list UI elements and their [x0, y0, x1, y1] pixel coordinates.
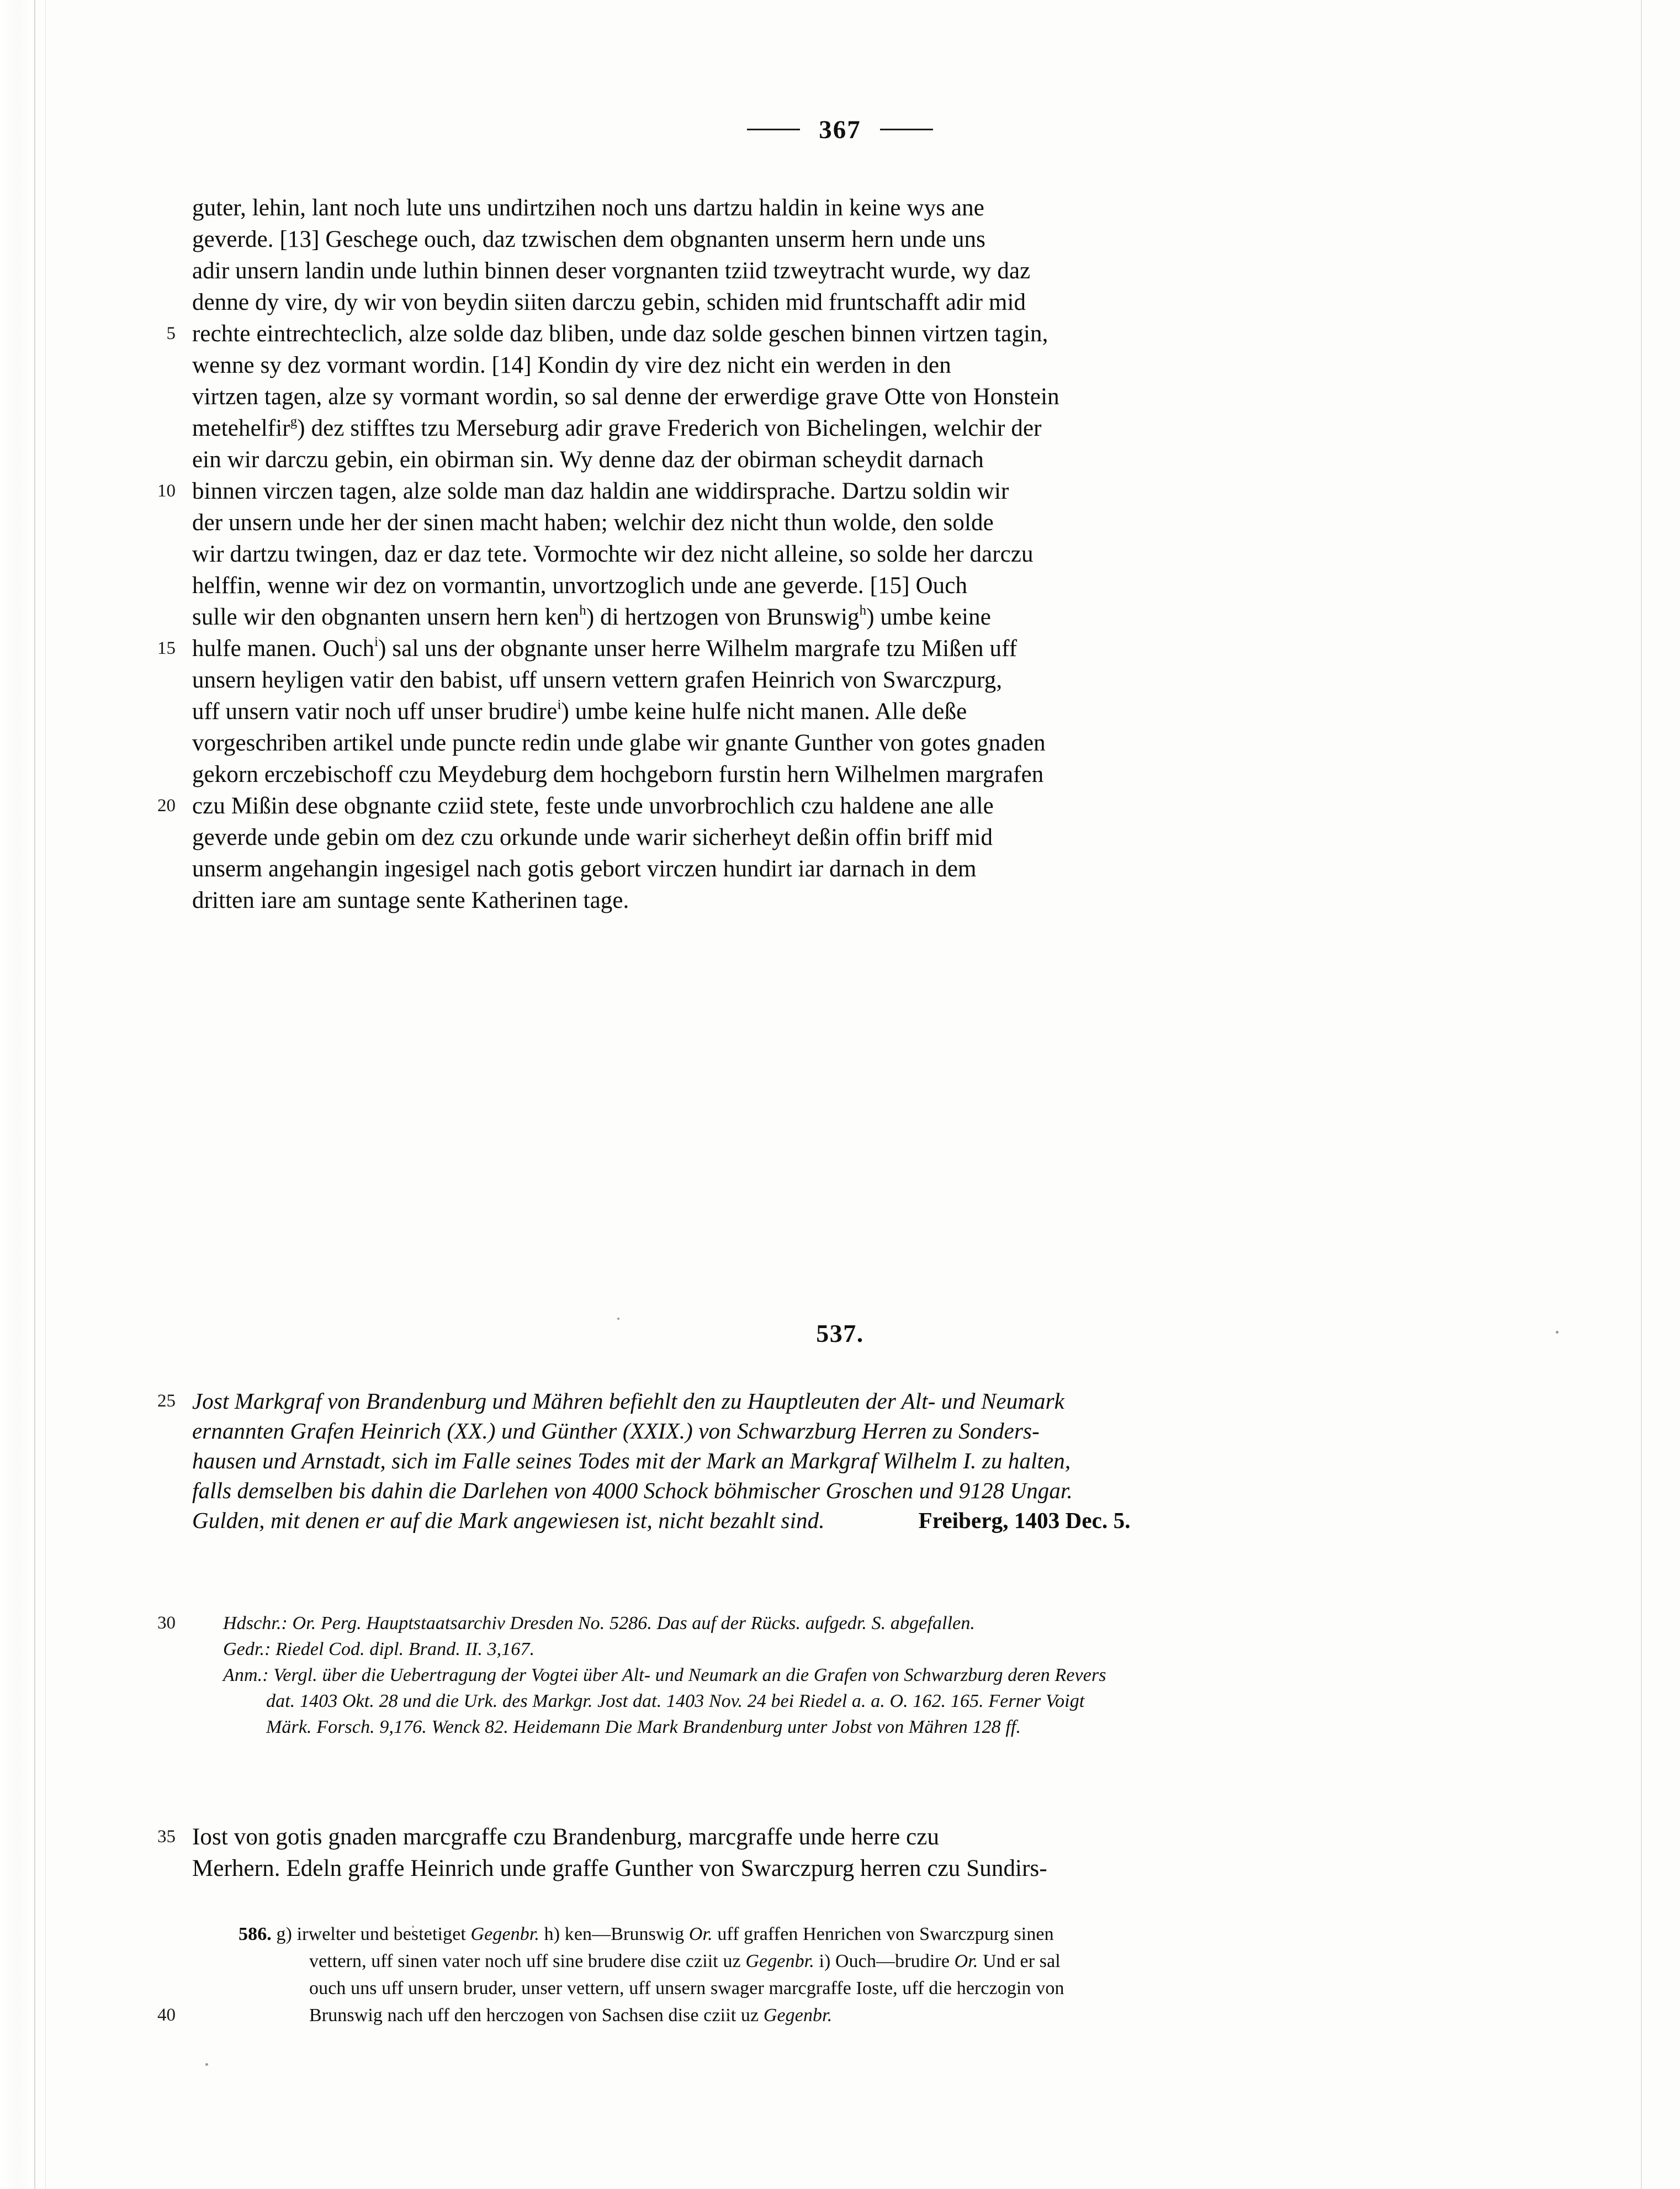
footnote-line	[0, 2002, 1680, 2029]
document-536-line-text: metehelfir$^g$) dez stifftes tzu Merseburg adir grave Frederich von Bichelingen, welchir der	[192, 414, 1042, 441]
document-536-line	[0, 475, 1680, 507]
document-536-line	[0, 507, 1680, 538]
document-537-body	[0, 1821, 1680, 1884]
document-537-apparatus	[0, 1610, 1680, 1740]
document-536-line	[0, 570, 1680, 601]
document-537-line	[0, 1853, 1680, 1884]
document-537-regest	[0, 1386, 1680, 1535]
running-head-rule-right	[880, 129, 933, 130]
document-536-line-text: ein wir darczu gebin, ein obirman sin. Wy denne daz der obirman scheydit darnach	[192, 447, 984, 473]
scan-speck	[205, 2063, 208, 2066]
footnote-line	[0, 1948, 1680, 1975]
footnote-line-text: ouch uns uff unsern bruder, unser vettern, uff unsern swager marcgraffe Ioste, uff die herczogin von	[309, 1978, 1064, 1998]
footnote-line-text: 586. g) irwelter und bestetiget Gegenbr. h) ken—Brunswig Or. uff graffen Henrichen von Swarczpurg sinen	[239, 1924, 1054, 1944]
document-536-line	[0, 790, 1680, 822]
apparatus-line	[0, 1610, 1680, 1636]
footnote-line-text: vettern, uff sinen vater noch uff sine brudere dise cziit uz Gegenbr. i) Ouch—brudire Or. Und er sal	[309, 1951, 1061, 1971]
page-number: 367	[819, 115, 861, 144]
running-head-rule-left	[747, 129, 800, 130]
document-536-line	[0, 664, 1680, 696]
line-number: 20	[157, 796, 176, 816]
line-number: 5	[166, 324, 176, 343]
document-536-line	[0, 633, 1680, 664]
document-536-line	[0, 759, 1680, 790]
document-536-line-text: vorgeschriben artikel unde puncte redin unde glabe wir gnante Gunther von gotes gnaden	[192, 730, 1046, 756]
apparatus-line	[0, 1714, 1680, 1740]
document-537-line	[0, 1821, 1680, 1853]
document-536-line-text: unsern heyligen vatir den babist, uff unsern vettern grafen Heinrich von Swarczpurg,	[192, 667, 1003, 693]
document-536-line	[0, 822, 1680, 853]
document-536-line	[0, 350, 1680, 381]
regest-line	[0, 1505, 1680, 1535]
line-number: 10	[157, 481, 176, 501]
document-536-line	[0, 224, 1680, 255]
document-536-line-text: dritten iare am suntage sente Katherinen tage.	[192, 887, 629, 913]
document-536-line-text: rechte eintrechteclich, alze solde daz bliben, unde daz solde geschen binnen virtzen tagin,	[192, 321, 1048, 347]
document-536-line	[0, 601, 1680, 633]
apparatus-line-text: Hdschr.: Or. Perg. Hauptstaatsarchiv Dresden No. 5286. Das auf der Rücks. aufgedr. S. abgefallen.	[223, 1613, 976, 1633]
document-536-line	[0, 192, 1680, 224]
apparatus-line-text: Gedr.: Riedel Cod. dipl. Brand. II. 3,167.	[223, 1639, 535, 1659]
document-536-line-text: virtzen tagen, alze sy vormant wordin, so sal denne der erwerdige grave Otte von Honstein	[192, 384, 1059, 410]
document-536-line-text: sulle wir den obgnanten unsern hern ken$^h$) di hertzogen von Brunswig$^h$) umbe keine	[192, 603, 991, 630]
document-536-line-text: gekorn erczebischoff czu Meydeburg dem hochgeborn furstin hern Wilhelmen margrafen	[192, 762, 1044, 787]
document-536-line	[0, 853, 1680, 885]
document-536-line	[0, 287, 1680, 318]
regest-line-text: Gulden, mit denen er auf die Mark angewiesen ist, nicht bezahlt sind. Freiberg, 1403 Dec. 5.	[192, 1508, 1131, 1533]
document-536-line	[0, 696, 1680, 727]
document-536-line	[0, 381, 1680, 413]
document-536-line	[0, 727, 1680, 759]
document-536-line	[0, 444, 1680, 475]
footnote-line	[0, 1975, 1680, 2002]
footnote-line-text: Brunswig nach uff den herczogen von Sachsen dise cziit uz Gegenbr.	[309, 2005, 833, 2026]
document-537-line-text: Iost von gotis gnaden marcgraffe czu Brandenburg, marcgraffe unde herre czu	[192, 1824, 940, 1850]
document-536-line-text: guter, lehin, lant noch lute uns undirtzihen noch uns dartzu haldin in keine wys ane	[192, 195, 984, 221]
document-536-line-text: uff unsern vatir noch uff unser brudire$^i$) umbe keine hulfe nicht manen. Alle deße	[192, 697, 967, 725]
document-536-body	[0, 192, 1680, 916]
regest-line	[0, 1476, 1680, 1505]
footnote-block	[0, 1921, 1680, 2029]
apparatus-line	[0, 1636, 1680, 1662]
document-536-line	[0, 255, 1680, 287]
line-number: 40	[157, 2005, 176, 2025]
line-number: 30	[157, 1613, 176, 1633]
document-536-line	[0, 318, 1680, 350]
document-536-line	[0, 885, 1680, 916]
regest-line	[0, 1416, 1680, 1446]
document-536-line-text: denne dy vire, dy wir von beydin siiten darczu gebin, schiden mid fruntschafft adir mid	[192, 289, 1026, 315]
regest-line-text: Jost Markgraf von Brandenburg und Mähren befiehlt den zu Hauptleuten der Alt- und Neumark	[192, 1388, 1064, 1414]
document-536-line-text: adir unsern landin unde luthin binnen deser vorgnanten tziid tzweytracht wurde, wy daz	[192, 258, 1031, 284]
document-536-line-text: unserm angehangin ingesigel nach gotis gebort virczen hundirt iar darnach in dem	[192, 856, 977, 882]
document-537-line-text: Merhern. Edeln graffe Heinrich unde graffe Gunther von Swarczpurg herren czu Sundirs-	[192, 1855, 1047, 1881]
document-536-line-text: hulfe manen. Ouch$^i$) sal uns der obgnante unser herre Wilhelm margrafe tzu Mißen uff	[192, 635, 1017, 662]
running-head	[0, 115, 1680, 145]
line-number: 25	[157, 1391, 176, 1411]
regest-line-text: ernannten Grafen Heinrich (XX.) und Günther (XXIX.) von Schwarzburg Herren zu Sonders-	[192, 1418, 1040, 1444]
document-536-line-text: helffin, wenne wir dez on vormantin, unvortzoglich unde ane geverde. [15] Ouch	[192, 573, 968, 599]
regest-line-text: falls demselben bis dahin die Darlehen von 4000 Schock böhmischer Groschen und 9128 Ungar.	[192, 1478, 1073, 1503]
regest-line	[0, 1386, 1680, 1416]
regest-line-text: hausen und Arnstadt, sich im Falle seines Todes mit der Mark an Markgraf Wilhelm I. zu halten,	[192, 1448, 1071, 1473]
document-number-heading: 537.	[816, 1319, 864, 1347]
apparatus-line	[0, 1662, 1680, 1688]
apparatus-line-text: dat. 1403 Okt. 28 und die Urk. des Markgr. Jost dat. 1403 Nov. 24 bei Riedel a. a. O. 162. 165. Ferner Voigt	[266, 1691, 1085, 1711]
document-536-line-text: binnen virczen tagen, alze solde man daz haldin ane widdirsprache. Dartzu soldin wir	[192, 478, 1009, 504]
footnote-reference-number: 586.	[239, 1924, 277, 1944]
apparatus-line-text: Anm.: Vergl. über die Uebertragung der Vogtei über Alt- und Neumark an die Grafen von Schwarzburg deren Revers	[223, 1665, 1106, 1685]
document-536-line-text: wenne sy dez vormant wordin. [14] Kondin dy vire dez nicht ein werden in den	[192, 352, 951, 378]
apparatus-line-text: Märk. Forsch. 9,176. Wenck 82. Heidemann Die Mark Brandenburg unter Jobst von Mähren 128 ff.	[266, 1717, 1021, 1737]
dateline: Freiberg, 1403 Dec. 5.	[918, 1508, 1131, 1533]
document-536-line-text: geverde unde gebin om dez czu orkunde unde warir sicherheyt deßin offin briff mid	[192, 824, 993, 850]
regest-line	[0, 1446, 1680, 1476]
document-536-line-text: wir dartzu twingen, daz er daz tete. Vormochte wir dez nicht alleine, so solde her darczu	[192, 541, 1034, 567]
line-number: 35	[157, 1827, 176, 1847]
document-536-line-text: der unsern unde her der sinen macht haben; welchir dez nicht thun wolde, den solde	[192, 510, 994, 536]
document-536-line	[0, 538, 1680, 570]
line-number: 15	[157, 638, 176, 658]
document-536-line	[0, 413, 1680, 444]
document-536-line-text: geverde. [13] Geschege ouch, daz tzwischen dem obgnanten unserm hern unde uns	[192, 226, 985, 252]
apparatus-line	[0, 1688, 1680, 1714]
footnote-line	[0, 1921, 1680, 1948]
document-536-line-text: czu Mißin dese obgnante cziid stete, feste unde unvorbrochlich czu haldene ane alle	[192, 793, 994, 819]
